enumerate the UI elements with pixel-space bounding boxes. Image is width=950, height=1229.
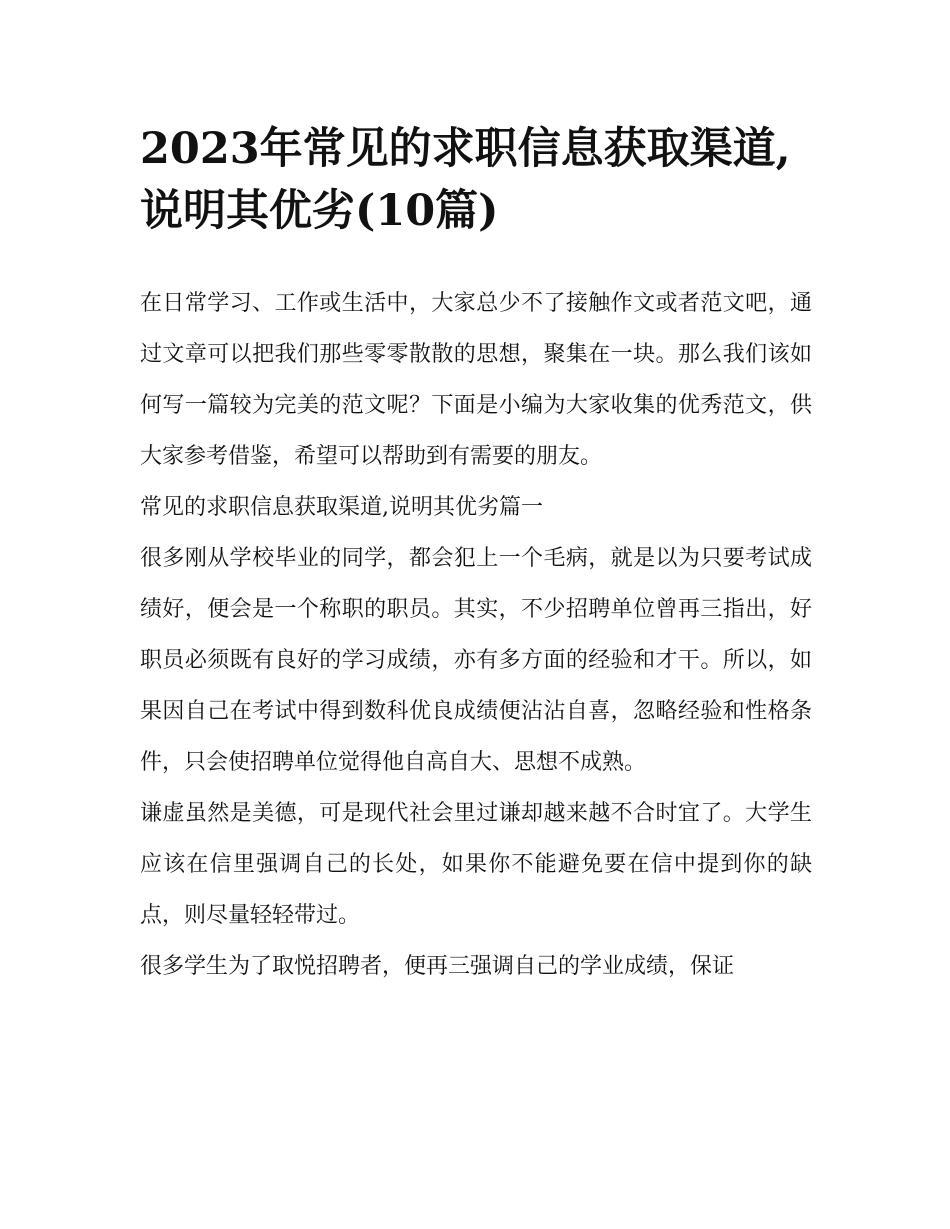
body-paragraph-1: 很多刚从学校毕业的同学，都会犯上一个毛病，就是以为只要考试成绩好，便会是一个称职的职员。其实，不少招聘单位曾再三指出，好职员必须既有良好的学习成绩，亦有多方面的经验和才干。所以，如果因自己在考试中得到数科优良成绩便沾沾自喜，忽略经验和性格条件，只会使招聘单位觉得他自高自大、思想不成熟。	[140, 546, 812, 775]
document-title: 2023年常见的求职信息获取渠道,说明其优劣(10篇)	[140, 124, 791, 236]
section-heading: 常见的求职信息获取渠道,说明其优劣篇一	[140, 495, 543, 520]
intro-paragraph: 在日常学习、工作或生活中，大家总少不了接触作文或者范文吧，通过文章可以把我们那些零零散散的思想，聚集在一块。那么我们该如何写一篇较为完美的范文呢？下面是小编为大家收集的优秀范文，供大家参考借鉴，希望可以帮助到有需要的朋友。	[140, 291, 812, 469]
body-paragraph-3: 很多学生为了取悦招聘者，便再三强调自己的学业成绩，保证	[140, 954, 735, 979]
body-paragraph-2: 谦虚虽然是美德，可是现代社会里过谦却越来越不合时宜了。大学生应该在信里强调自己的长处，如果你不能避免要在信中提到你的缺点，则尽量轻轻带过。	[140, 801, 812, 928]
document-page	[140, 118, 812, 992]
